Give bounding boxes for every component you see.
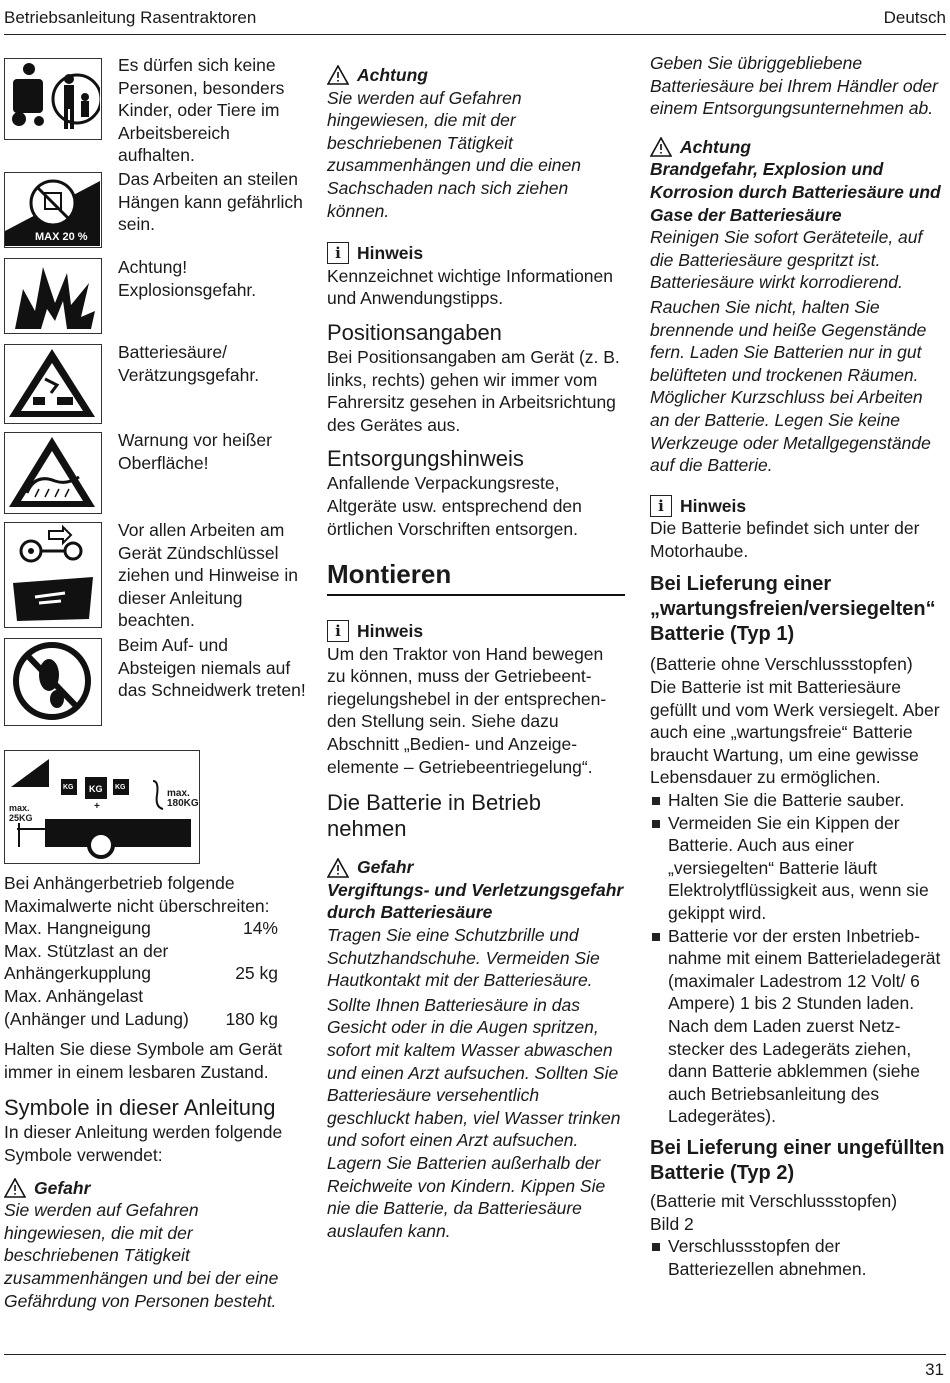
type1-text: Die Batterie ist mit Batteriesäure gefüllt und vom Werk versiegelt. Aber auch eine „wartungsfreie“ Batterie braucht Wartung, um eine gewisse Lebensdauer zu ermöglichen.: [650, 677, 940, 788]
max-tongue-load-label: max. 25KG: [9, 803, 33, 823]
max-trailer-load-label: max. 180KG: [167, 788, 199, 809]
warning-triangle-icon: [327, 65, 349, 85]
limit-row: Max. Hangneigung 14%: [4, 918, 278, 939]
col3-body: [650, 52, 946, 1280]
slope-icon: [4, 172, 102, 248]
col2-body: [327, 64, 625, 1242]
symbol-text-acid: Batteriesäure/ Verätzungsgefahr.: [118, 342, 260, 385]
acid-icon: [4, 344, 102, 424]
plus-sign: +: [94, 801, 100, 812]
kg-label-3: KG: [115, 784, 126, 791]
warning-triangle-icon: [650, 137, 672, 157]
achtung3-label-row: Achtung: [650, 136, 946, 159]
page-number: 31: [925, 1360, 944, 1379]
symbols-intro: In dieser Anleitung werden folgende Symbole verwendet:: [4, 1122, 283, 1165]
hinweis-text: Kennzeichnet wichtige Informationen und Anwendungstipps.: [327, 265, 614, 309]
limit-row: Max. Stützlast an der Anhängerkupplung 25 kg: [4, 940, 278, 984]
type1-heading: Bei Lieferung einer „wartungsfreien/versiegelten“ Batterie (Typ 1): [650, 573, 936, 646]
symbol-text-keep-away: Es dürfen sich keine Personen, besonders Kinder, oder Tiere im Arbeitsbereich aufhalten.: [118, 55, 285, 166]
type2-list: [650, 1235, 946, 1280]
no-step-icon: [4, 638, 102, 726]
info-icon: i: [650, 495, 672, 517]
explosion-icon: [4, 258, 102, 334]
achtung-text: Sie werden auf Gefahren hingewiesen, die mit der beschriebenen Tätigkeit zusammenhängen und die einen Sachschaden nach sich ziehen können.: [327, 87, 581, 221]
type1-subtitle: (Batterie ohne Verschlussstopfen): [650, 654, 913, 675]
footer-rule: [4, 1354, 946, 1355]
hinweis-label-row: i Hinweis: [327, 242, 625, 265]
symbol-text-key-manual: Vor allen Arbeiten am Gerät Zündschlüssel ziehen und Hinweise in dieser Anleitung beachten.: [118, 520, 298, 631]
hot-surface-icon: [4, 432, 102, 514]
hinweis2-label-row: i Hinweis: [327, 620, 625, 643]
kg-label-2: KG: [89, 784, 103, 794]
positions-text: Bei Positionsangaben am Gerät (z. B. links, rechts) gehen wir immer vom Fahrersitz gesehen in Arbeitsrichtung des Gerätes aus.: [327, 346, 620, 435]
keep-away-icon: [4, 58, 102, 140]
gefahr2-title: Vergiftungs- und Verletzungsgefahr durch Batteriesäure: [327, 879, 624, 923]
type2-subtitle: (Batterie mit Verschlussstopfen): [650, 1190, 898, 1211]
hinweis2-text: Um den Traktor von Hand bewegen zu können, muss der Getriebeent-riegelungshebel in der entsprechen-den Stellung sein. Siehe dazu Abschnitt „Bedien- und Anzeige-elemente – Getriebeentriegelung“.: [327, 643, 607, 777]
trailer-intro: Bei Anhängerbetrieb folgende Maximalwerte nicht überschreiten:: [4, 873, 270, 916]
gefahr-label-row: Gefahr: [4, 1177, 294, 1200]
col1-body: [4, 872, 294, 1312]
kg-label-1: KG: [63, 784, 74, 791]
battery-heading: Die Batterie in Betrieb nehmen: [327, 790, 541, 842]
symbol-text-slope: Das Arbeiten an steilen Hängen kann gefährlich sein.: [118, 169, 303, 235]
info-icon: i: [327, 620, 349, 642]
gefahr2-p1: Tragen Sie eine Schutzbrille und Schutzhandschuhe. Vermeiden Sie Hautkontakt mit der Batteriesäure.: [327, 925, 600, 991]
symbol-text-explosion: Achtung! Explosionsgefahr.: [118, 257, 257, 300]
hinweis3-text: Die Batterie befindet sich unter der Motorhaube.: [650, 518, 920, 561]
header-rule: [4, 34, 946, 35]
list-item: Halten Sie die Batterie sauber.: [650, 789, 946, 812]
acid-return-text: Geben Sie übriggebliebene Batteriesäure bei Ihrem Händler oder einem Entsorgungsunternehmen ab.: [650, 53, 938, 119]
gefahr2-p2: Sollte Ihnen Batteriesäure in das Gesicht oder in die Augen spritzen, sofort mit kaltem Wasser abwaschen und einen Arzt aufsuchen. Sollten Sie Batteriesäure versehentlich geschluckt haben, viel Wasser trinken und sofort einen Arzt aufsuchen. Lagern Sie Batterien außerhalb der Reichweite von Kindern. Kippen Sie nie die Batterie, da Batteriesäure auslaufen kann.: [327, 994, 621, 1241]
list-item: Batterie vor der ersten Inbetrieb-nahme mit einem Batterieladegerät (maximaler Ladestrom 12 Volt/ 6 Ampere) 1 bis 2 Stunden laden. Nach dem Laden zuerst Netz-stecker des Ladegeräts ziehen, dann Batterie abklemmen (siehe auch Betriebsanleitung des Ladegerätes).: [650, 925, 946, 1128]
disposal-text: Anfallende Verpackungsreste, Altgeräte usw. entsprechend den örtlichen Vorschriften entsorgen.: [327, 473, 582, 539]
page-header: [4, 8, 946, 28]
limits-list: [4, 917, 294, 1030]
symbol-text-hot-surface: Warnung vor heißer Oberfläche!: [118, 430, 272, 473]
type2-heading: Bei Lieferung einer ungefüllten Batterie (Typ 2): [650, 1136, 945, 1184]
manual-title: Betriebsanleitung Rasentraktoren: [4, 8, 257, 27]
limit-row: Max. Anhängelast (Anhänger und Ladung) 180 kg: [4, 985, 278, 1029]
montieren-heading: Montieren: [327, 558, 625, 596]
slope-badge: MAX 20 %: [35, 231, 88, 243]
key-manual-icon: [4, 522, 102, 628]
symbol-text-no-step: Beim Auf- und Absteigen niemals auf das Schneidwerk treten!: [118, 635, 306, 701]
info-icon: i: [327, 242, 349, 264]
hinweis3-label-row: i Hinweis: [650, 495, 946, 518]
warning-triangle-icon: [327, 858, 349, 878]
list-item: Verschlussstopfen der Batteriezellen abnehmen.: [650, 1235, 946, 1280]
list-item: Vermeiden Sie ein Kippen der Batterie. Auch aus einer „versiegelten“ Batterie läuft Elektrolytflüssigkeit aus, wenn sie gekippt wird.: [650, 812, 946, 925]
achtung3-p2: Rauchen Sie nicht, halten Sie brennende und heiße Gegenstände fern. Laden Sie Batterien nur in gut belüfteten und trockenen Räumen. Möglicher Kurzschluss bei Arbeiten an der Batterie. Legen Sie keine Werkzeuge oder Metallgegenstände auf die Batterie.: [650, 296, 931, 476]
type2-figure-ref: Bild 2: [650, 1213, 694, 1234]
type1-list: [650, 789, 946, 1128]
achtung3-p1: Reinigen Sie sofort Geräteteile, auf die Batteriesäure gespritzt ist. Batteriesäure wirkt korrodierend.: [650, 227, 923, 293]
symbols-heading: Symbole in dieser Anleitung: [4, 1095, 276, 1121]
disposal-heading: Entsorgungshinweis: [327, 446, 524, 472]
positions-heading: Positionsangaben: [327, 319, 502, 345]
language-label: Deutsch: [883, 8, 946, 27]
achtung3-title: Brandgefahr, Explosion und Korrosion durch Batteriesäure und Gase der Batteriesäure: [650, 159, 941, 225]
keep-symbols-text: Halten Sie diese Symbole am Gerät immer in einem lesbaren Zustand.: [4, 1039, 283, 1082]
gefahr2-label-row: Gefahr: [327, 856, 625, 879]
warning-triangle-icon: [4, 1178, 26, 1198]
trailer-limits-sticker: [4, 750, 200, 864]
gefahr-text: Sie werden auf Gefahren hingewiesen, die mit der beschriebenen Tätigkeit zusammenhängen und bei der eine Gefährdung von Personen besteht.: [4, 1200, 279, 1311]
achtung-label-row: Achtung: [327, 64, 625, 87]
